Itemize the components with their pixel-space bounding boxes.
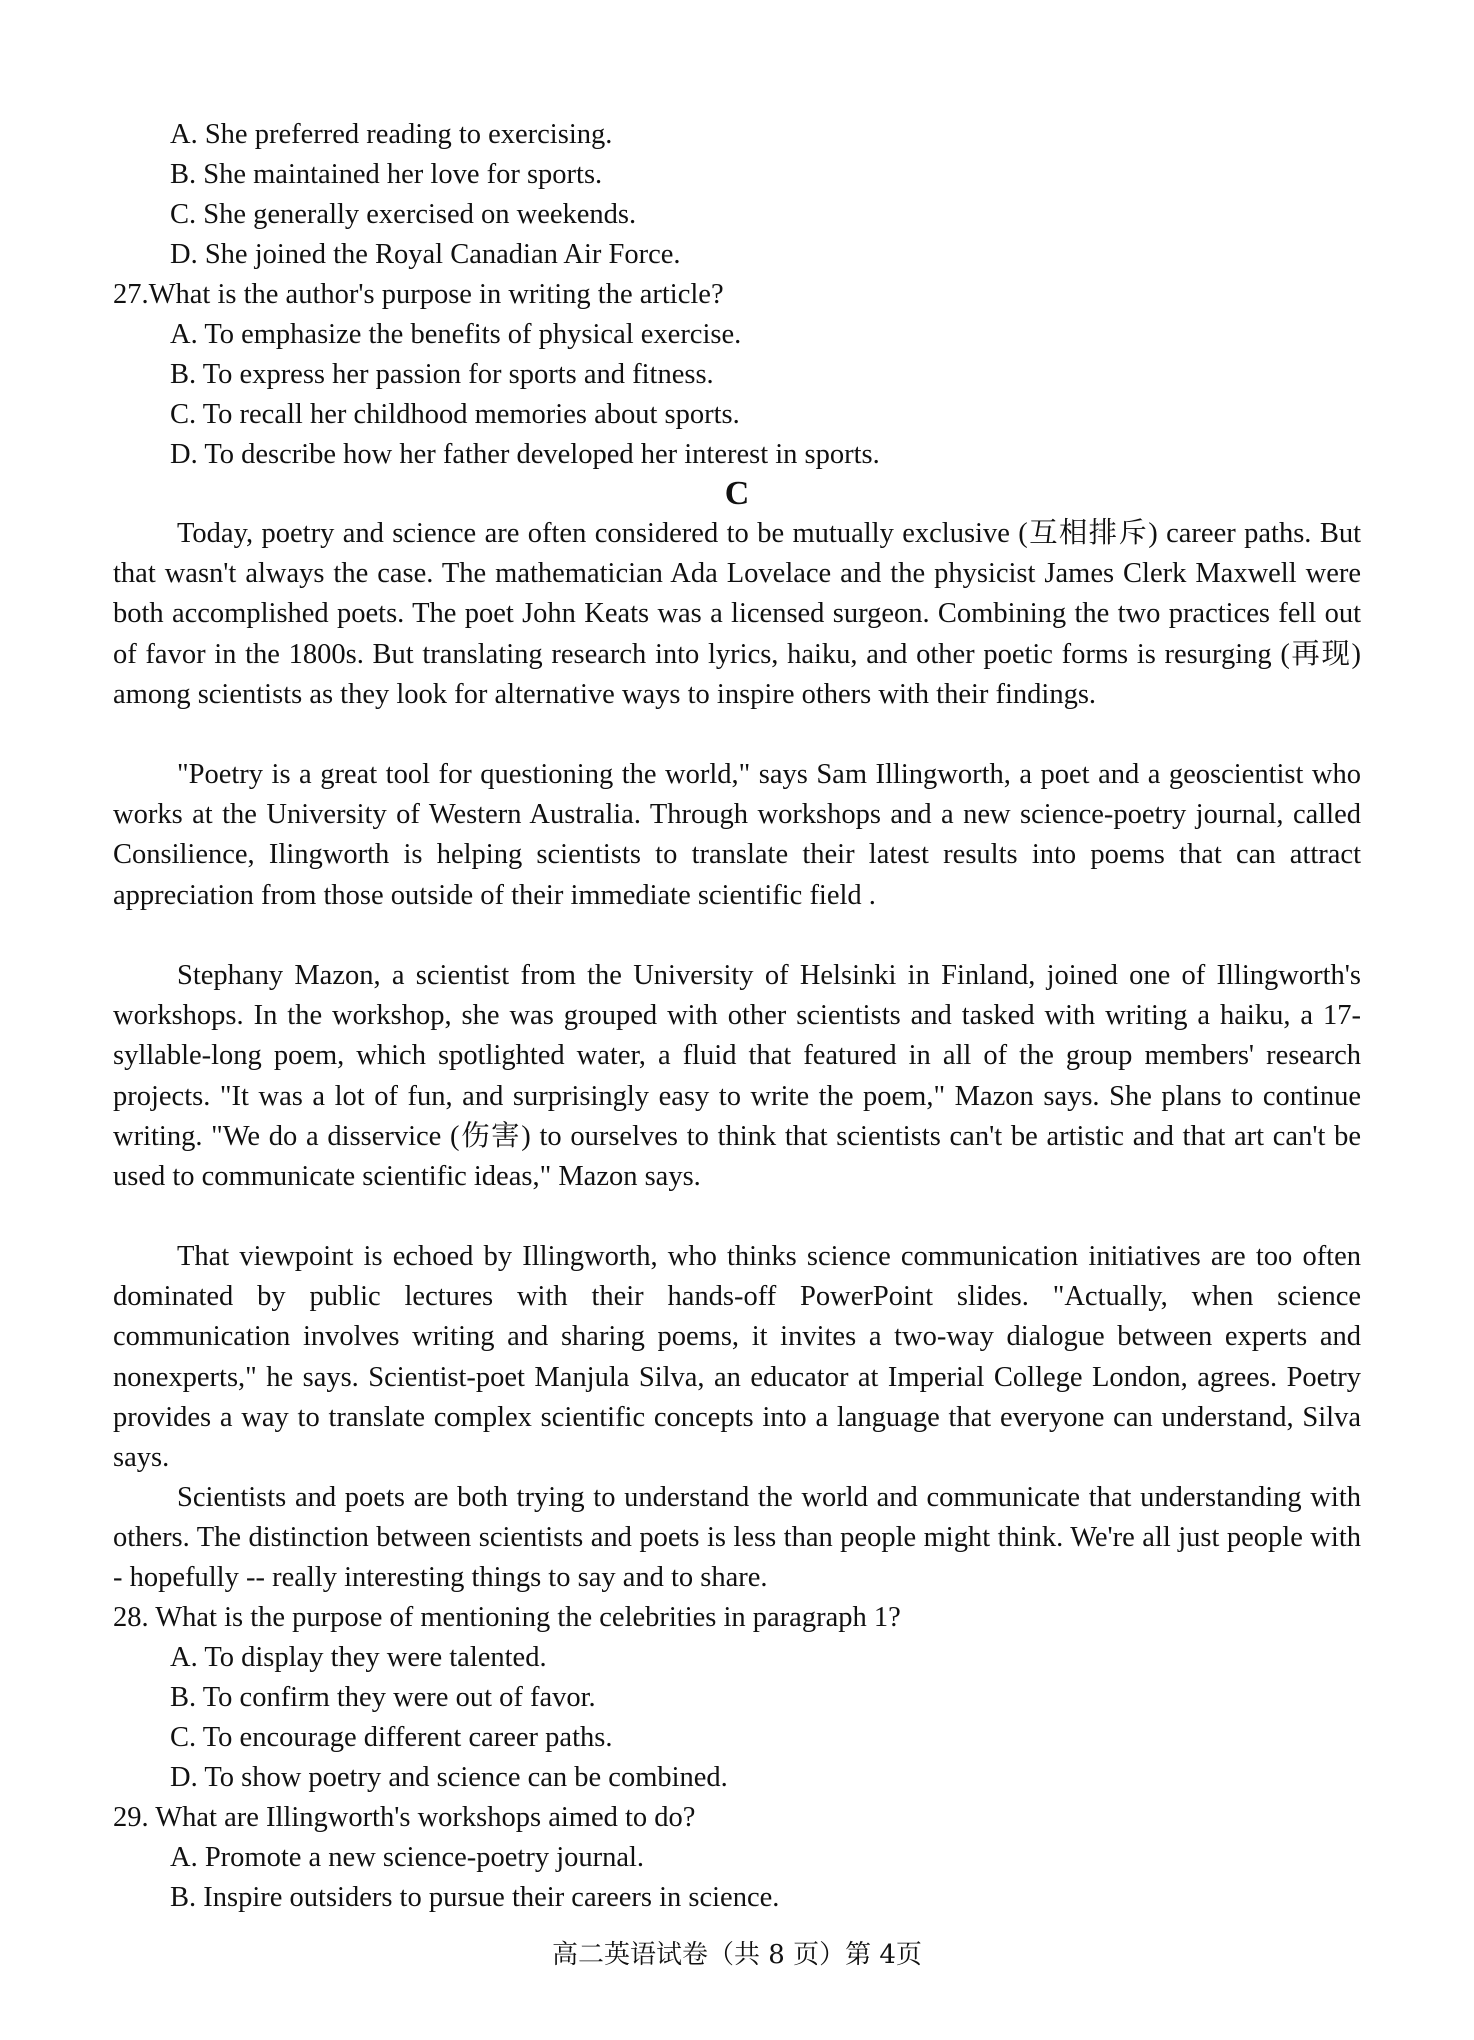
q27-option-b: B. To express her passion for sports and fitness. — [170, 359, 714, 390]
q26-option-b: B. She maintained her love for sports. — [170, 159, 603, 190]
q26-option-d: D. She joined the Royal Canadian Air Force. — [170, 239, 681, 270]
q29-question: 29. What are Illingworth's workshops aimed to do? — [113, 1802, 696, 1833]
q28-option-b: B. To confirm they were out of favor. — [170, 1682, 596, 1713]
q29-option-b: B. Inspire outsiders to pursue their careers in science. — [170, 1882, 780, 1913]
passage-paragraph-5: Scientists and poets are both trying to understand the world and communicate that understanding with others. The distinction between scientists and poets is less than people might think. We're all just people with - hopefully -- really interesting things to say and to share. — [113, 1482, 1361, 1594]
section-heading: C — [724, 475, 750, 512]
passage-paragraph-1: Today, poetry and science are often considered to be mutually exclusive (互相排斥) career paths. But that wasn't always the case. The mathematician Ada Lovelace and the physicist James Clerk Maxwell were both accomplished poets. The poet John Keats was a licensed surgeon. Combining the two practices fell out of favor in the 1800s. But translating research into lyrics, haiku, and other poetic forms is resurging (再现) among scientists as they look for alternative ways to inspire others with their findings. — [113, 518, 1361, 710]
passage-paragraph-2: "Poetry is a great tool for questioning the world," says Sam Illingworth, a poet and a geoscientist who works at the University of Western Australia. Through workshops and a new science-poetry journal, called Consilience, Ilingworth is helping scientists to translate their latest results into poems that can attract appreciation from those outside of their immediate scientific field . — [113, 759, 1361, 911]
q26-option-c: C. She generally exercised on weekends. — [170, 199, 637, 230]
q28-option-c: C. To encourage different career paths. — [170, 1722, 613, 1753]
q28-question: 28. What is the purpose of mentioning the celebrities in paragraph 1? — [113, 1602, 901, 1633]
q28-option-d: D. To show poetry and science can be combined. — [170, 1762, 728, 1793]
q29-option-a: A. Promote a new science-poetry journal. — [170, 1842, 645, 1873]
passage-paragraph-4: That viewpoint is echoed by Illingworth, who thinks science communication initiatives are too often dominated by public lectures with their hands-off PowerPoint slides. "Actually, when science communication involves writing and sharing poems, it invites a two-way dialogue between experts and nonexperts," he says. Scientist-poet Manjula Silva, an educator at Imperial College London, agrees. Poetry provides a way to translate complex scientific concepts into a language that everyone can understand, Silva says. — [113, 1241, 1361, 1474]
q27-option-a: A. To emphasize the benefits of physical exercise. — [170, 319, 742, 350]
q27-option-d: D. To describe how her father developed her interest in sports. — [170, 439, 880, 470]
passage-paragraph-3: Stephany Mazon, a scientist from the University of Helsinki in Finland, joined one of Illingworth's workshops. In the workshop, she was grouped with other scientists and tasked with writing a haiku, a 17-syllable-long poem, which spotlighted water, a fluid that featured in all of the group members' research projects. "It was a lot of fun, and surprisingly easy to write the poem," Mazon says. She plans to continue writing. "We do a disservice (伤害) to ourselves to think that scientists can't be artistic and that art can't be used to communicate scientific ideas," Mazon says. — [113, 960, 1361, 1193]
page-footer: 高二英语试卷（共 8 页）第 4页 — [552, 1940, 922, 1970]
q26-option-a: A. She preferred reading to exercising. — [170, 119, 613, 150]
q27-option-c: C. To recall her childhood memories about sports. — [170, 399, 740, 430]
q28-option-a: A. To display they were talented. — [170, 1642, 547, 1673]
q27-question: 27.What is the author's purpose in writing the article? — [113, 279, 724, 310]
